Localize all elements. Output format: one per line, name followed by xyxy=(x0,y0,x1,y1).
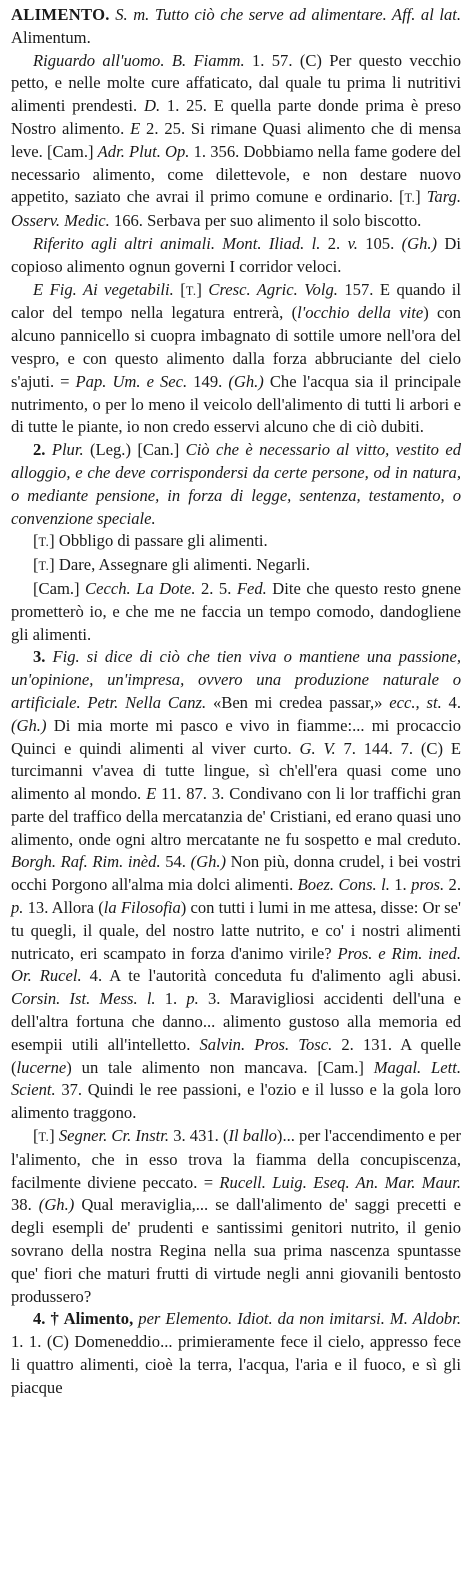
italic-text: Targ. Osserv. Medic. xyxy=(11,187,461,231)
italic-text: Riguardo all'uomo. B. Fiamm. xyxy=(33,50,245,70)
text-run: [ xyxy=(33,555,39,575)
text-run: Qual meraviglia,... se dall'alimento de' saggi precetti e degli esempli de' prudenti e santissimi genitori nutrito, il genio sovrano della nostra Regina nella sua prima nascenza spuntasse que' fiori che maturi frutti di virtude negli anni giovanili bentosto produssero? xyxy=(11,1195,462,1306)
italic-text: E xyxy=(130,118,141,138)
entry-paragraph xyxy=(11,578,461,646)
italic-text: Pros. e Rim. ined. Or. Rucel. xyxy=(11,943,461,986)
text-run xyxy=(45,647,52,666)
italic-text: D. xyxy=(143,96,161,116)
text-run: 4. xyxy=(441,692,461,712)
text-run: 166. Serbava per suo alimento il solo biscotto. xyxy=(109,211,422,231)
entry-paragraph xyxy=(11,439,461,530)
text-run: Che l'acqua sia il principale nutrimento, o per lo meno il veicolo dell'alimento di tutti li arbori e di tutte le piante, io non credo esservi alcuno che di ciò dubiti. xyxy=(11,371,462,437)
text-run: ] xyxy=(49,1126,59,1146)
italic-text: E Fig. Ai vegetabili. xyxy=(33,279,174,299)
italic-text: Riferito agli altri animali. Mont. Iliad. l. xyxy=(33,233,321,253)
italic-text: (Gh.) xyxy=(38,1195,75,1215)
source-tag: T. xyxy=(185,283,197,298)
text-run: Dite che questo resto gnene prometterò io, e che me ne faccia un tempo comodo, dandogliene gli alimenti. xyxy=(11,578,461,644)
entry-paragraph xyxy=(11,554,461,578)
italic-text: Plur. xyxy=(51,440,84,460)
italic-text: p. xyxy=(186,989,199,1009)
text-run: 2. xyxy=(320,233,348,253)
text-run: 149. xyxy=(187,371,229,391)
entry-paragraph xyxy=(11,1308,461,1399)
headword: ALIMENTO. xyxy=(11,5,110,24)
italic-text: p. xyxy=(11,898,24,918)
italic-text: Cecch. La Dote. xyxy=(85,578,196,598)
sense-number: 4. † Alimento, xyxy=(33,1309,134,1329)
text-run: ) un tale alimento non mancava. [Cam.] xyxy=(66,1057,374,1077)
italic-text: Segner. Cr. Instr. xyxy=(58,1126,170,1146)
text-run: 157. E quando il calor del tempo nella legatura entrerà, ( xyxy=(11,279,461,323)
text-run: ] Dare, Assegnare gli alimenti. Negarli. xyxy=(49,555,310,575)
source-tag: T. xyxy=(38,559,50,574)
text-run: 37. Quindi le ree passioni, e l'ozio e il lusso e la gola loro alimento traggono. xyxy=(11,1080,461,1123)
sense-number: 2. xyxy=(33,440,46,460)
italic-text: Rucell. Luig. Eseq. An. Mar. Maur. xyxy=(219,1172,461,1192)
italic-text: Ciò che è necessario al vitto, vestito ed alloggio, e che deve corrispondersi da certe persone, od in natura, o mediante pensione, in forza di legge, sentenza, testamento, o convenzione speciale. xyxy=(11,440,461,528)
entry-paragraph xyxy=(11,530,461,554)
text-run: Di copioso alimento ognun governi I corridor veloci. xyxy=(11,233,462,276)
text-run: ) con alcuno pannicello si cuopra imbagnato di sottile umore nell'ora del vespro, e con questo alimento dalla forza abbruciante del cielo s'ajuti. = xyxy=(11,303,461,391)
source-tag: T. xyxy=(38,1130,50,1145)
entry-paragraph xyxy=(11,50,461,233)
text-run: 54. xyxy=(160,852,191,872)
italic-text: S. m. Tutto ciò che serve ad alimentare. Aff. al lat. xyxy=(115,5,461,24)
text-run: 3. Maravigliosi accidenti dell'una e dell'altra fortuna che danno... alimento gustoso alla memoria ed esempii utili all'intelletto. xyxy=(11,989,461,1054)
italic-text: per Elemento. Idiot. da non imitarsi. M. Aldobr. xyxy=(138,1309,461,1329)
italic-text: E xyxy=(146,784,157,804)
italic-text: Salvin. Pros. Tosc. xyxy=(199,1034,333,1054)
text-run: [ xyxy=(33,531,39,551)
text-run: (Leg.) [Can.] xyxy=(83,440,186,460)
text-run: «Ben mi credea passar,» xyxy=(206,692,390,712)
text-run: ] xyxy=(196,279,209,299)
italic-text: (Gh.) xyxy=(228,371,264,391)
italic-text: Fed. xyxy=(236,578,267,598)
italic-text: Boez. Cons. l. xyxy=(297,875,390,895)
text-run: 1. 1. (C) Domeneddio... primieramente fece il cielo, appresso fece li quattro alimenti, cioè la terra, l'acqua, l'aria e il fuoco, e sì gli piacque xyxy=(11,1332,461,1397)
text-run: ] xyxy=(415,187,427,207)
italic-text: G. V. xyxy=(299,738,336,758)
text-run: )... per l'accendimento e per l'alimento, che in esso trova la fiamma della concupiscenza, facilmente diviene peccato. = xyxy=(11,1126,461,1192)
source-tag: T. xyxy=(404,191,416,206)
text-run: ) con tutti i lumi in me attesa, disse: Or se' tu quegli, il quale, del nostro latte nutrito, e co' i nostri alimenti nutricato, eri scampato in forza d'animo virile? xyxy=(11,898,461,963)
text-run: 4. A te l'autorità conceduta fu d'alimento agli abusi. xyxy=(81,966,461,986)
text-run: [ xyxy=(33,1126,39,1146)
text-run: [Cam.] xyxy=(33,578,86,598)
text-run: 1. 57. (C) Per questo vecchio petto, e nelle molte cure affaticato, dal quale tu prima li nutritivi alimenti prendesti. xyxy=(11,50,461,116)
text-run: 2. 25. Si rimane Quasi alimento che di mensa leve. [Cam.] xyxy=(11,118,461,161)
text-run: 2. 5. xyxy=(195,578,237,598)
text-run: 1. 356. Dobbiamo nella fame godere del necessario alimento, come dilettevole, e non destare nuovo appetito, saziato che avrai il primo comune e ordinario. [ xyxy=(11,141,461,207)
source-tag: T. xyxy=(38,535,50,550)
italic-text: ecc., st. xyxy=(389,692,442,712)
italic-text: pros. xyxy=(411,875,445,895)
italic-text: Magal. Lett. Scient. xyxy=(11,1057,461,1100)
text-run: 2. 131. A quelle ( xyxy=(11,1034,461,1077)
italic-text: Fig. si dice di ciò che tien viva o mantiene una passione, un'opinione, un'impresa, ovvero una produzione naturale o artificiale. Petr. Nella Canz. xyxy=(11,647,461,712)
italic-text: Corsin. Ist. Mess. l. xyxy=(11,989,156,1009)
italic-text: la Filosofia xyxy=(103,898,181,918)
italic-text: Cresc. Agric. Volg. xyxy=(208,279,338,299)
text-run: 13. Allora ( xyxy=(23,898,104,918)
headword-line xyxy=(11,4,461,50)
italic-text: Il ballo xyxy=(228,1126,277,1146)
text-run: 1. 25. E quella parte donde prima è preso Nostro alimento. xyxy=(11,96,461,138)
italic-text: l'occhio della vite xyxy=(297,303,424,323)
text-run: [ xyxy=(173,279,186,299)
entry-paragraph xyxy=(11,646,461,1125)
sense-number: 3. xyxy=(33,647,46,667)
text-run: Non più, donna crudel, i bei vostri occhi Porgono all'alma mia dolci alimenti. xyxy=(11,852,462,895)
italic-text: v. xyxy=(347,233,358,253)
text-run: 105. xyxy=(357,233,402,253)
entry-paragraph xyxy=(11,1125,461,1308)
italic-text: Pap. Um. e Sec. xyxy=(75,371,188,391)
italic-text: lucerne xyxy=(16,1057,67,1077)
text-run: Di mia morte mi pasco e vivo in fiamme:... mi procaccio Quinci e quindi alimenti al viver curto. xyxy=(11,715,461,758)
text-run: 1. xyxy=(389,875,412,895)
italic-text: Adr. Plut. Op. xyxy=(97,141,190,161)
text-run: 1. xyxy=(155,989,187,1009)
text-run: 11. 87. 3. Condivano con li lor traffichi gran parte del traffico della mercatanzia de' Cristiani, ed erano quasi uno alimento, onde ogni altro mercatante ne fu sospetto e mal creduto. xyxy=(11,784,461,849)
italic-text: Borgh. Raf. Rim. inèd. xyxy=(11,852,161,872)
italic-text: (Gh.) xyxy=(401,233,438,253)
italic-text: (Gh.) xyxy=(11,715,47,735)
text-run: 7. 144. 7. (C) E turcimanni v'avea di tutte lingue, sì ch'ell'era quasi come uno alimento al mondo. xyxy=(11,738,461,804)
text-run: Alimentum. xyxy=(11,27,91,47)
italic-text: (Gh.) xyxy=(190,852,227,872)
text-run: 3. 431. ( xyxy=(169,1126,229,1146)
text-run: ] Obbligo di passare gli alimenti. xyxy=(49,531,268,551)
entry-paragraph xyxy=(11,279,461,440)
text-run: 38. xyxy=(11,1195,39,1215)
text-run: 2. xyxy=(444,875,461,895)
entry-paragraph xyxy=(11,233,461,279)
